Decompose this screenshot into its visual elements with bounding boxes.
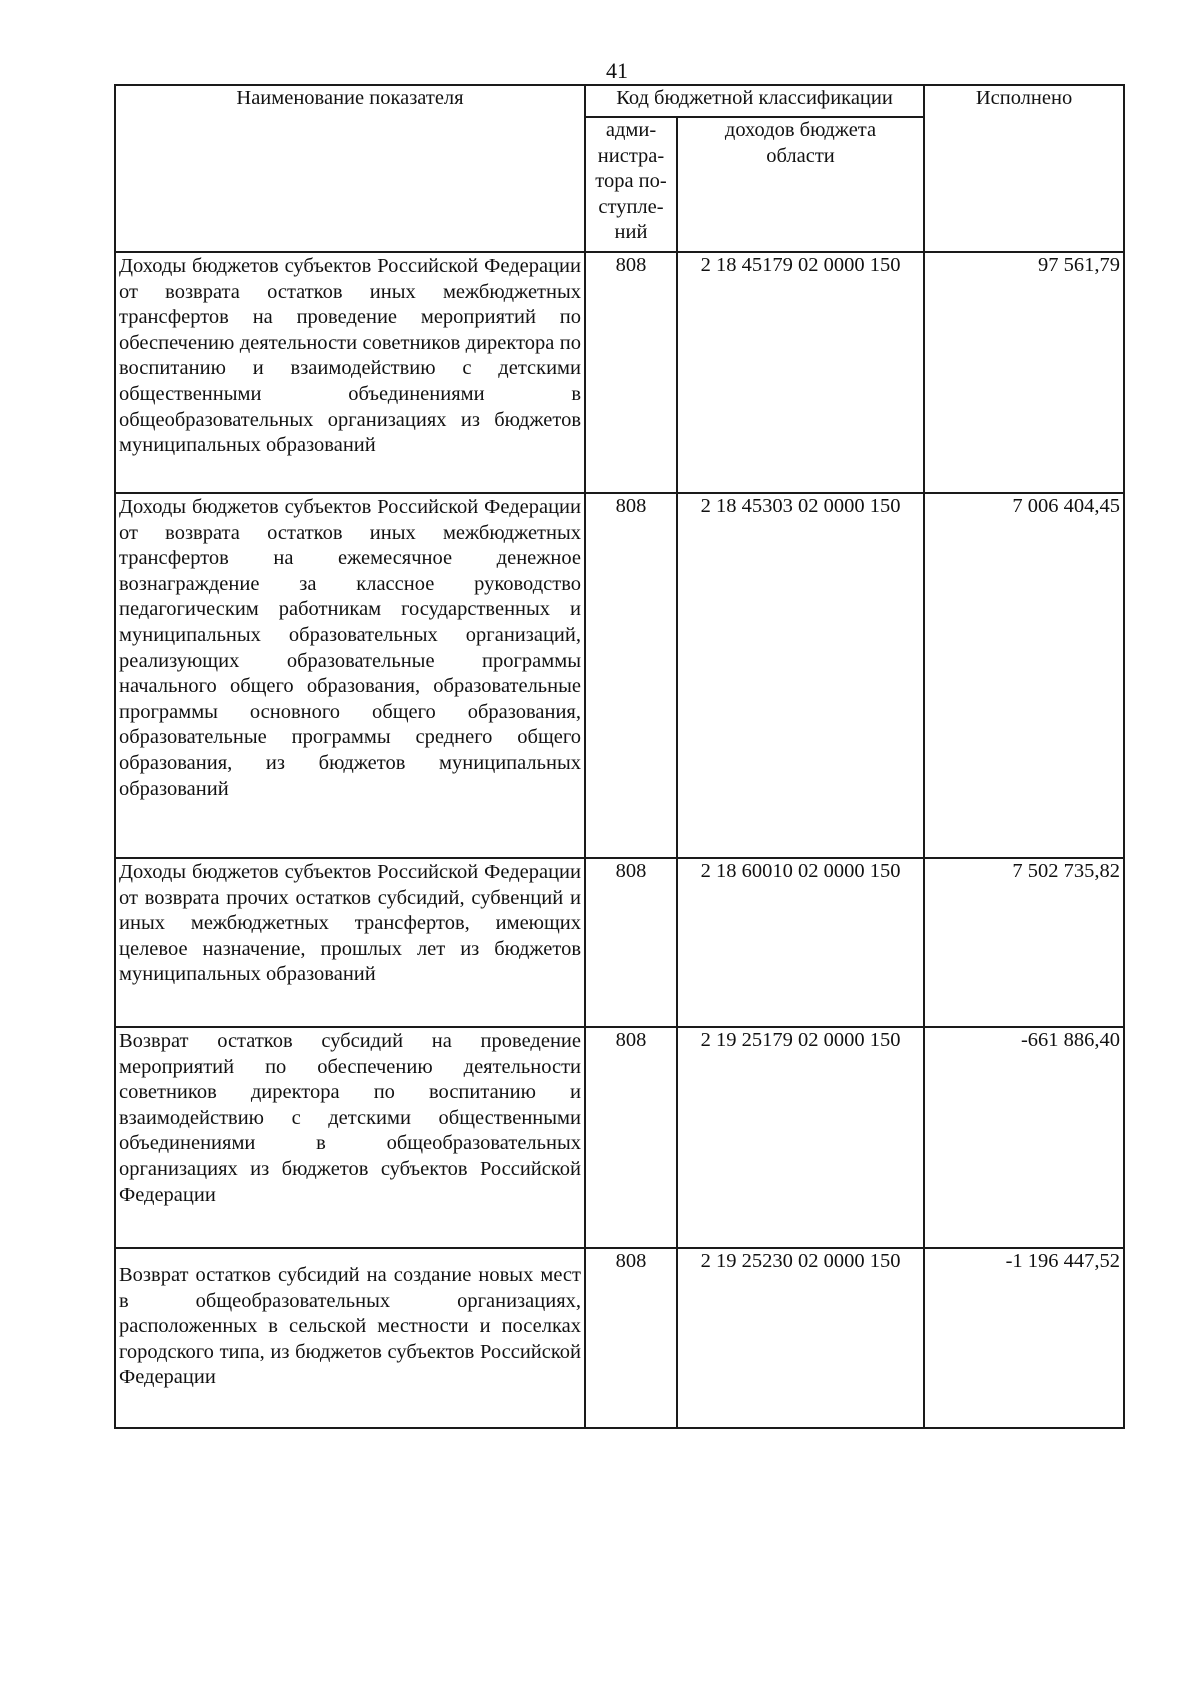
row-classification-code: 2 18 45179 02 0000 150	[677, 252, 924, 493]
row-executed-amount: -661 886,40	[924, 1027, 1124, 1248]
row-classification-code: 2 19 25230 02 0000 150	[677, 1248, 924, 1428]
header-administrator: адми- нистра- тора по- ступле- ний	[585, 117, 677, 252]
row-classification-code: 2 19 25179 02 0000 150	[677, 1027, 924, 1248]
page-number: 41	[606, 58, 628, 83]
header-executed: Исполнено	[924, 85, 1124, 117]
header-indicator-name: Наименование показателя	[115, 85, 585, 117]
row-executed-amount: -1 196 447,52	[924, 1248, 1124, 1428]
row-executed-amount: 7 502 735,82	[924, 858, 1124, 1027]
header-revenue-code: доходов бюджета области	[677, 117, 924, 252]
row-indicator-name: Возврат остатков субсидий на создание новых мест в общеобразовательных организациях, расположенных в сельской местности и поселках городского типа, из бюджетов субъектов Российской Федерации	[115, 1248, 585, 1428]
row-indicator-name: Доходы бюджетов субъектов Российской Федерации от возврата остатков иных межбюджетных трансфертов на проведение мероприятий по обеспечению деятельности советников директора по воспитанию и взаимодействию с детскими общественными объединениями в общеобразовательных организациях из бюджетов муниципальных образований	[115, 252, 585, 493]
row-indicator-name: Доходы бюджетов субъектов Российской Федерации от возврата остатков иных межбюджетных трансфертов на ежемесячное денежное вознаграждение за классное руководство педагогическим работникам государственных и муниципальных образовательных организаций, реализующих образовательные программы начального общего образования, образовательные программы основного общего образования, образовательные программы среднего общего образования, из бюджетов муниципальных образований	[115, 493, 585, 858]
row-indicator-name: Возврат остатков субсидий на проведение мероприятий по обеспечению деятельности советников директора по воспитанию и взаимодействию с детскими общественными объединениями в общеобразовательных организациях из бюджетов субъектов Российской Федерации	[115, 1027, 585, 1248]
table-row	[115, 858, 1124, 1027]
subheader-empty-name	[115, 117, 585, 252]
row-executed-amount: 7 006 404,45	[924, 493, 1124, 858]
row-indicator-name: Доходы бюджетов субъектов Российской Федерации от возврата прочих остатков субсидий, субвенций и иных межбюджетных трансфертов, имеющих целевое назначение, прошлых лет из бюджетов муниципальных образований	[115, 858, 585, 1027]
table-subheader-row	[115, 117, 1124, 252]
row-classification-code: 2 18 45303 02 0000 150	[677, 493, 924, 858]
row-administrator-code: 808	[585, 1027, 677, 1248]
row-administrator-code: 808	[585, 858, 677, 1027]
row-administrator-code: 808	[585, 1248, 677, 1428]
subheader-empty-executed	[924, 117, 1124, 252]
table-row	[115, 1027, 1124, 1248]
row-administrator-code: 808	[585, 493, 677, 858]
row-executed-amount: 97 561,79	[924, 252, 1124, 493]
table-row	[115, 493, 1124, 858]
row-classification-code: 2 18 60010 02 0000 150	[677, 858, 924, 1027]
table-row	[115, 1248, 1124, 1428]
row-administrator-code: 808	[585, 252, 677, 493]
table-header-row	[115, 85, 1124, 117]
budget-execution-table	[114, 84, 1125, 1429]
table-row	[115, 252, 1124, 493]
header-classification-code: Код бюджетной классификации	[585, 85, 924, 117]
